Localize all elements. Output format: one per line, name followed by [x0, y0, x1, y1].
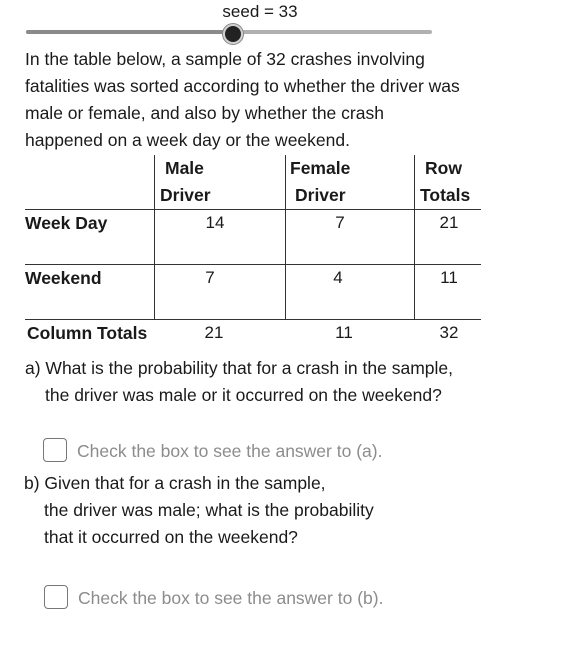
- cell-total-male: 21: [204, 323, 224, 342]
- table-divider-horizontal: [25, 264, 481, 265]
- header-female: Female: [290, 158, 351, 178]
- row-label-weekend: Weekend: [25, 268, 102, 288]
- cell-total-female: 11: [335, 323, 353, 342]
- answer-b-checkbox-label[interactable]: Check the box to see the answer to (b).: [78, 588, 384, 608]
- cell-total-grand: 32: [439, 323, 459, 342]
- cell-weekday-female: 7: [335, 213, 345, 232]
- answer-a-checkbox[interactable]: [43, 438, 67, 462]
- question-a-line1: a) What is the probability that for a crash in the sample,: [25, 358, 453, 378]
- table-divider-horizontal: [25, 209, 481, 210]
- question-b-line3: that it occurred on the weekend?: [44, 527, 298, 547]
- header-female-driver: Driver: [295, 185, 346, 205]
- seed-slider-fill: [26, 30, 233, 34]
- question-b-line2: the driver was male; what is the probability: [44, 500, 374, 520]
- table-divider-horizontal: [25, 319, 481, 320]
- cell-weekend-female: 4: [333, 268, 343, 287]
- table-divider-vertical: [154, 155, 155, 320]
- header-row: Row: [425, 158, 462, 178]
- seed-slider-label: seed = 33: [222, 2, 298, 21]
- table-divider-vertical: [285, 155, 286, 320]
- seed-slider-handle[interactable]: [223, 24, 243, 44]
- header-male-driver: Driver: [160, 185, 211, 205]
- header-row-totals: Totals: [420, 185, 471, 205]
- row-label-column-totals: Column Totals: [27, 323, 148, 343]
- cell-weekday-total: 21: [439, 213, 459, 232]
- header-male: Male: [165, 158, 204, 178]
- question-a-line2: the driver was male or it occurred on the weekend?: [45, 385, 442, 405]
- intro-paragraph: In the table below, a sample of 32 crashes involving fatalities was sorted according to whether the driver was male or female, and also by whether the crash happened on a week day or the weekend.: [25, 49, 460, 150]
- question-b-line1: b) Given that for a crash in the sample,: [24, 473, 326, 493]
- answer-a-checkbox-label[interactable]: Check the box to see the answer to (a).: [77, 441, 383, 461]
- table-divider-vertical: [414, 155, 415, 320]
- row-label-week-day: Week Day: [25, 213, 108, 233]
- cell-weekday-male: 14: [205, 213, 225, 232]
- cell-weekend-male: 7: [205, 268, 215, 287]
- answer-b-checkbox[interactable]: [44, 585, 68, 609]
- cell-weekend-total: 11: [440, 268, 458, 287]
